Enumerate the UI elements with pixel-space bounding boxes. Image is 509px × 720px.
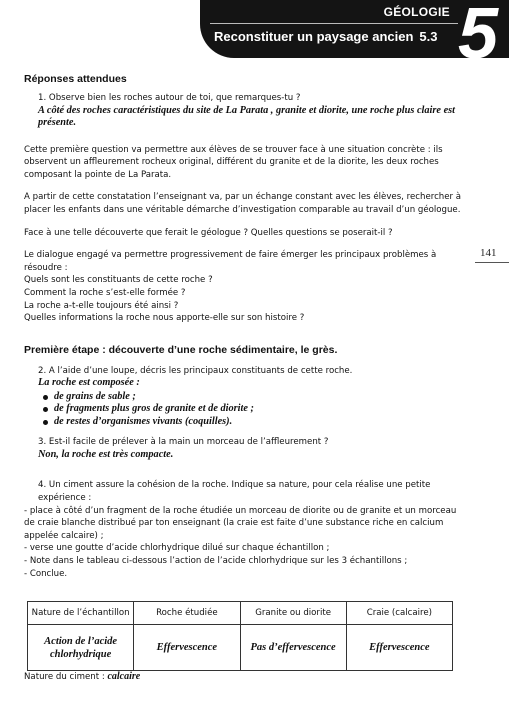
list-item: de fragments plus gros de granite et de diorite ; [54, 403, 464, 416]
paragraph: Face à une telle découverte que ferait le géologue ? Quelles questions se poserait-il ? [24, 227, 393, 238]
question-3: 3. Est-il facile de prélever à la main un morceau de l’affleurement ? [38, 437, 329, 448]
lesson-title [214, 29, 437, 44]
conclusion [24, 671, 140, 682]
table-cell: Pas d’effervescence [240, 625, 346, 671]
main-content [24, 72, 464, 580]
conclusion-value: calcaire [107, 671, 141, 682]
page-number: 141 [480, 247, 497, 259]
experiment-step: - verse une goutte d’acide chlorhydrique dilué sur chaque échantillon ; [24, 543, 330, 554]
table-row [28, 625, 453, 671]
list-item: de restes d’organismes vivants (coquilles). [54, 416, 464, 429]
subject-title: GÉOLOGIE [383, 5, 450, 19]
page-heading: Réponses attendues [24, 73, 127, 85]
answer-3: Non, la roche est très compacte. [38, 448, 174, 460]
header-divider [210, 23, 458, 24]
table-cell: Effervescence [134, 625, 240, 671]
dialogue-question: Quelles informations la roche nous apporte-elle sur son histoire ? [24, 313, 305, 324]
conclusion-label: Nature du ciment : [24, 672, 108, 682]
chapter-number: 5 [458, 0, 499, 74]
table-header-row [28, 602, 453, 625]
experiment-step: - Note dans le tableau ci-dessous l’action de l’acide chlorhydrique sur les 3 échantillons ; [24, 555, 408, 566]
experiment-step: - Conclue. [24, 568, 68, 579]
experiment-step: - place à côté d’un fragment de la roche étudiée un morceau de diorite ou de granite et un morceau de craie blanche distribué par ton enseignant (la craie est faite d’une substance riche en calcium appelée calcaire) ; [24, 505, 457, 541]
dialogue-question: La roche a-t-elle toujours été ainsi ? [24, 300, 179, 311]
table-header-cell: Roche étudiée [134, 602, 240, 625]
paragraph: Cette première question va permettre aux élèves de se trouver face à une situation concrète : ils observent un affleurement rocheux original, différent du granite et de la diorite, les deux roches composant la pointe de La Parata. [24, 144, 443, 180]
table-cell: Effervescence [346, 625, 452, 671]
question-4: 4. Un ciment assure la cohésion de la roche. Indique sa nature, pour cela réalise une petite expérience : [38, 480, 431, 503]
table-header-cell: Craie (calcaire) [346, 602, 452, 625]
page-number-rule [475, 262, 509, 263]
answer-2-intro: La roche est composée : [38, 377, 140, 389]
results-table [27, 601, 453, 671]
paragraph: A partir de cette constatation l’enseignant va, par un échange constant avec les élèves, rechercher à placer les enfants dans une véritable démarche d’investigation comparable au travail d’un géologue. [24, 192, 462, 215]
question-2: 2. A l’aide d’une loupe, décris les principaux constituants de cette roche. [38, 365, 353, 376]
question-1: 1. Observe bien les roches autour de toi, que remarques-tu ? [38, 93, 301, 103]
step-title: Première étape : découverte d’une roche sédimentaire, le grès. [24, 343, 338, 356]
answer-1: A côté des roches caractéristiques du site de La Parata , granite et diorite, une roche plus claire est présente. [38, 104, 456, 129]
dialogue-intro: Le dialogue engagé va permettre progressivement de faire émerger les principaux problèmes à résoudre : [24, 250, 437, 273]
table-header-cell: Granite ou diorite [240, 602, 346, 625]
table-header-cell: Nature de l’échantillon [28, 602, 134, 625]
list-item: de grains de sable ; [54, 391, 464, 404]
dialogue-question: Quels sont les constituants de cette roche ? [24, 275, 213, 286]
dialogue-question: Comment la roche s’est-elle formée ? [24, 287, 186, 298]
section-number: 5.3 [419, 29, 438, 44]
table-cell: Action de l’acide chlorhydrique [28, 625, 134, 671]
answer-2-list [24, 391, 464, 429]
lesson-title-text: Reconstituer un paysage ancien [214, 29, 414, 44]
